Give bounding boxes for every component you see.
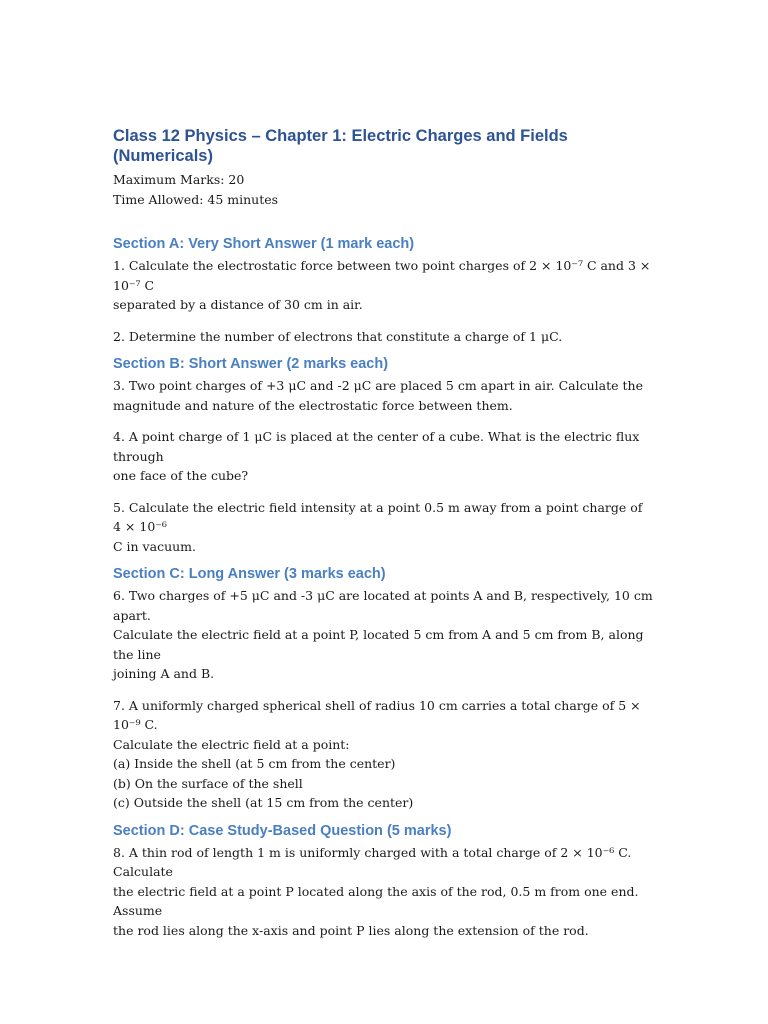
time-allowed: Time Allowed: 45 minutes — [113, 192, 279, 207]
question-line: 6. Two charges of +5 μC and -3 μC are located at points A and B, respectively, 10 cm apart. — [113, 588, 653, 623]
question-line: C in vacuum. — [113, 538, 197, 554]
section-heading: Section B: Short Answer (2 marks each) — [113, 356, 389, 372]
question — [113, 586, 653, 684]
question — [113, 427, 653, 486]
question-line: (b) On the surface of the shell — [113, 775, 303, 791]
question-line: (a) Inside the shell (at 5 cm from the center) — [113, 756, 396, 771]
section-heading: Section D: Case Study-Based Question (5 marks) — [113, 822, 452, 839]
max-marks: Maximum Marks: 20 — [113, 172, 245, 187]
question-line: separated by a distance of 30 cm in air. — [113, 297, 363, 312]
section-a — [113, 234, 653, 346]
section-heading: Section C: Long Answer (3 marks each) — [113, 566, 386, 582]
question-line: 7. A uniformly charged spherical shell of radius 10 cm carries a total charge of 5 × 10⁻⁹ C. — [113, 697, 641, 732]
sections-container — [113, 234, 653, 940]
question-line: one face of the cube? — [113, 468, 249, 483]
question — [113, 256, 653, 315]
question-line: 4. A point charge of 1 μC is placed at the center of a cube. What is the electric flux through — [113, 429, 640, 464]
question-line: 2. Determine the number of electrons that constitute a charge of 1 μC. — [113, 328, 563, 344]
question — [113, 696, 653, 813]
page-title: Class 12 Physics – Chapter 1: Electric Charges and Fields (Numericals) — [113, 127, 568, 165]
document-body — [113, 126, 653, 952]
section-d — [113, 821, 653, 941]
question-line: 1. Calculate the electrostatic force between two point charges of 2 × 10⁻⁷ C and 3 × 10⁻⁷ C — [113, 258, 651, 293]
question-line: (c) Outside the shell (at 15 cm from the center) — [113, 795, 414, 810]
section-c — [113, 564, 653, 813]
question-line: Calculate the electric field at a point P, located 5 cm from A and 5 cm from B, along the line — [113, 627, 644, 662]
question — [113, 498, 653, 557]
question-line: 5. Calculate the electric field intensity at a point 0.5 m away from a point charge of 4 × 10⁻⁶ — [113, 499, 643, 534]
question-line: 3. Two point charges of +3 μC and -2 μC are placed 5 cm apart in air. Calculate the — [113, 378, 643, 393]
question-line: the electric field at a point P located along the axis of the rod, 0.5 m from one end. Assume — [113, 883, 639, 918]
question — [113, 327, 653, 347]
question-line: magnitude and nature of the electrostatic force between them. — [113, 397, 513, 413]
question — [113, 843, 653, 941]
question-line: 8. A thin rod of length 1 m is uniformly charged with a total charge of 2 × 10⁻⁶ C. Calculate — [113, 844, 632, 879]
question-line: Calculate the electric field at a point: — [113, 736, 350, 752]
section-heading: Section A: Very Short Answer (1 mark each) — [113, 236, 415, 252]
section-b — [113, 354, 653, 556]
question-line: the rod lies along the x-axis and point P lies along the extension of the rod. — [113, 922, 589, 938]
question — [113, 376, 653, 415]
question-line: joining A and B. — [113, 666, 215, 681]
